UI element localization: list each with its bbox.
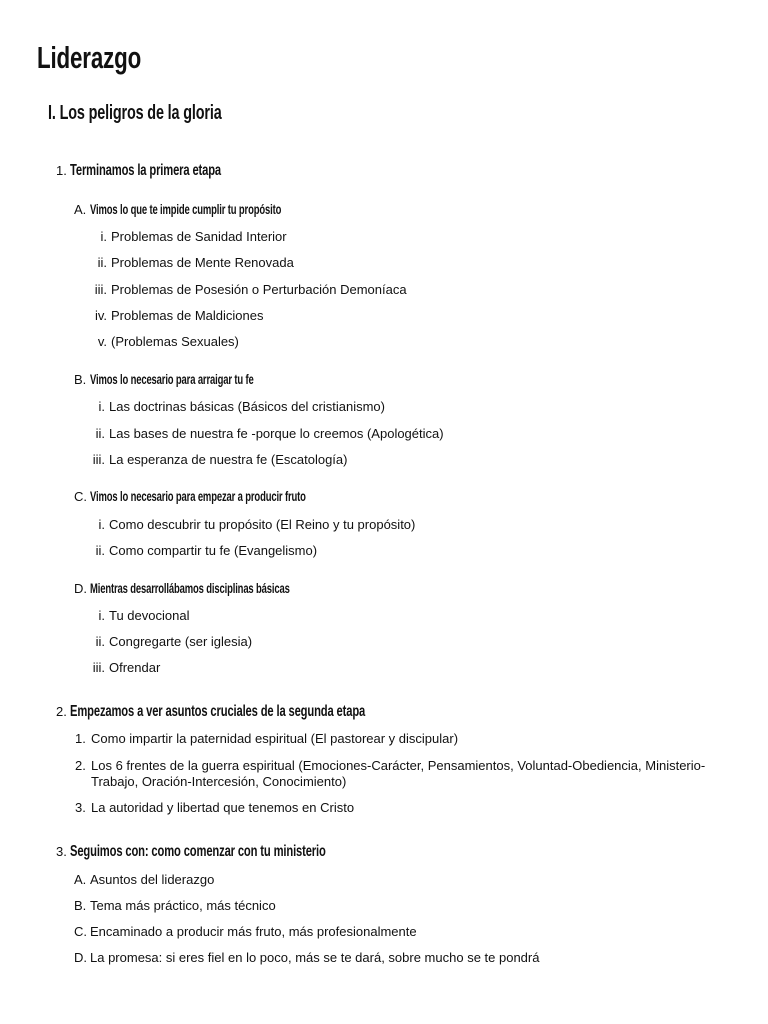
outline-letter: B. — [74, 372, 87, 387]
outline-heading: Terminamos la primera etapa — [70, 162, 222, 179]
list-marker: i. — [98, 608, 105, 623]
list-marker: v. — [97, 334, 107, 349]
outline-item-3 — [56, 843, 435, 861]
list-marker: i. — [98, 399, 105, 414]
list-item-text: Las doctrinas básicas (Básicos del cristianismo) — [109, 399, 385, 414]
outline-subheading: Vimos lo necesario para empezar a producir fruto — [90, 489, 306, 504]
list-item-text: Tema más práctico, más técnico — [90, 898, 276, 913]
list-marker: ii. — [95, 426, 105, 441]
list-item-text: La esperanza de nuestra fe (Escatología) — [109, 452, 348, 467]
list-item — [92, 660, 160, 675]
outline-subitem-a — [74, 202, 363, 217]
list-item-text: Problemas de Maldiciones — [111, 308, 264, 323]
outline-heading: Empezamos a ver asuntos cruciales de la segunda etapa — [70, 703, 366, 720]
list-item — [90, 282, 407, 297]
list-item — [90, 399, 385, 414]
list-item — [75, 731, 715, 747]
list-item — [90, 255, 294, 270]
list-item-text: Tu devocional — [109, 608, 190, 623]
list-item — [90, 452, 347, 467]
list-item-text: Problemas de Sanidad Interior — [111, 229, 287, 244]
outline-subheading: Vimos lo necesario para arraigar tu fe — [90, 372, 254, 387]
outline-subitem-b — [74, 372, 324, 387]
outline-item-1 — [56, 162, 286, 180]
outline-subheading: Mientras desarrollábamos disciplinas básicas — [90, 581, 290, 596]
outline-letter: C. — [74, 489, 87, 504]
list-item-text: La promesa: si eres fiel en lo poco, más se te dará, sobre mucho se te pondrá — [90, 950, 540, 965]
list-marker: C. — [74, 924, 87, 939]
section-heading: I. Los peligros de la gloria — [48, 102, 222, 124]
list-marker: 2. — [75, 758, 86, 773]
list-item-text: Problemas de Mente Renovada — [111, 255, 294, 270]
list-item — [74, 872, 714, 888]
list-item-text: Como compartir tu fe (Evangelismo) — [109, 543, 318, 558]
outline-subitem-c — [74, 489, 398, 504]
list-item — [92, 608, 189, 623]
outline-number: 1. — [56, 163, 67, 178]
list-marker: ii. — [97, 255, 107, 270]
list-marker: iv. — [94, 308, 107, 323]
list-item — [90, 308, 263, 323]
list-item-text: (Problemas Sexuales) — [111, 334, 239, 349]
list-item — [92, 517, 415, 532]
list-item-text: Asuntos del liderazgo — [90, 872, 215, 887]
list-item-text: Problemas de Posesión o Perturbación Demoníaca — [111, 282, 407, 297]
list-item-text: Como descubrir tu propósito (El Reino y tu propósito) — [109, 517, 416, 532]
list-item-text: Encaminado a producir más fruto, más profesionalmente — [90, 924, 417, 939]
list-marker: 1. — [75, 731, 86, 746]
list-item-text: Congregarte (ser iglesia) — [109, 634, 253, 649]
outline-letter: D. — [74, 581, 87, 596]
list-item — [74, 898, 714, 914]
list-item — [92, 543, 317, 558]
outline-heading: Seguimos con: como comenzar con tu ministerio — [70, 843, 326, 860]
list-marker: iii. — [94, 282, 107, 297]
list-item — [75, 800, 715, 816]
list-item — [74, 924, 714, 940]
outline-subheading: Vimos lo que te impide cumplir tu propósito — [90, 202, 282, 217]
outline-number: 3. — [56, 844, 67, 859]
list-item — [75, 758, 715, 790]
list-marker: ii. — [95, 634, 105, 649]
list-item — [90, 229, 287, 244]
list-item — [92, 634, 252, 649]
list-item — [90, 334, 239, 349]
list-item-text: Las bases de nuestra fe -porque lo creemos (Apologética) — [109, 426, 444, 441]
list-item — [74, 950, 714, 966]
outline-number: 2. — [56, 704, 67, 719]
list-marker: iii. — [92, 452, 105, 467]
list-item-text: Ofrendar — [109, 660, 161, 675]
list-item-text: La autoridad y libertad que tenemos en Cristo — [91, 800, 355, 815]
list-marker: B. — [74, 898, 87, 913]
list-marker: i. — [100, 229, 107, 244]
outline-item-2 — [56, 703, 492, 721]
list-marker: iii. — [92, 660, 105, 675]
outline-subitem-d — [74, 581, 375, 596]
document-title: Liderazgo — [37, 40, 142, 75]
list-item-text: Como impartir la paternidad espiritual (El pastorear y discipular) — [91, 731, 459, 746]
list-item — [90, 426, 444, 441]
list-marker: A. — [74, 872, 87, 887]
list-marker: 3. — [75, 800, 86, 815]
list-marker: D. — [74, 950, 87, 965]
list-marker: ii. — [95, 543, 105, 558]
list-item-text: Los 6 frentes de la guerra espiritual (Emociones-Carácter, Pensamientos, Voluntad-Obediencia, Ministerio-Trabajo, Oración-Intercesión, Conocimiento) — [91, 758, 706, 789]
outline-letter: A. — [74, 202, 87, 217]
list-marker: i. — [98, 517, 105, 532]
